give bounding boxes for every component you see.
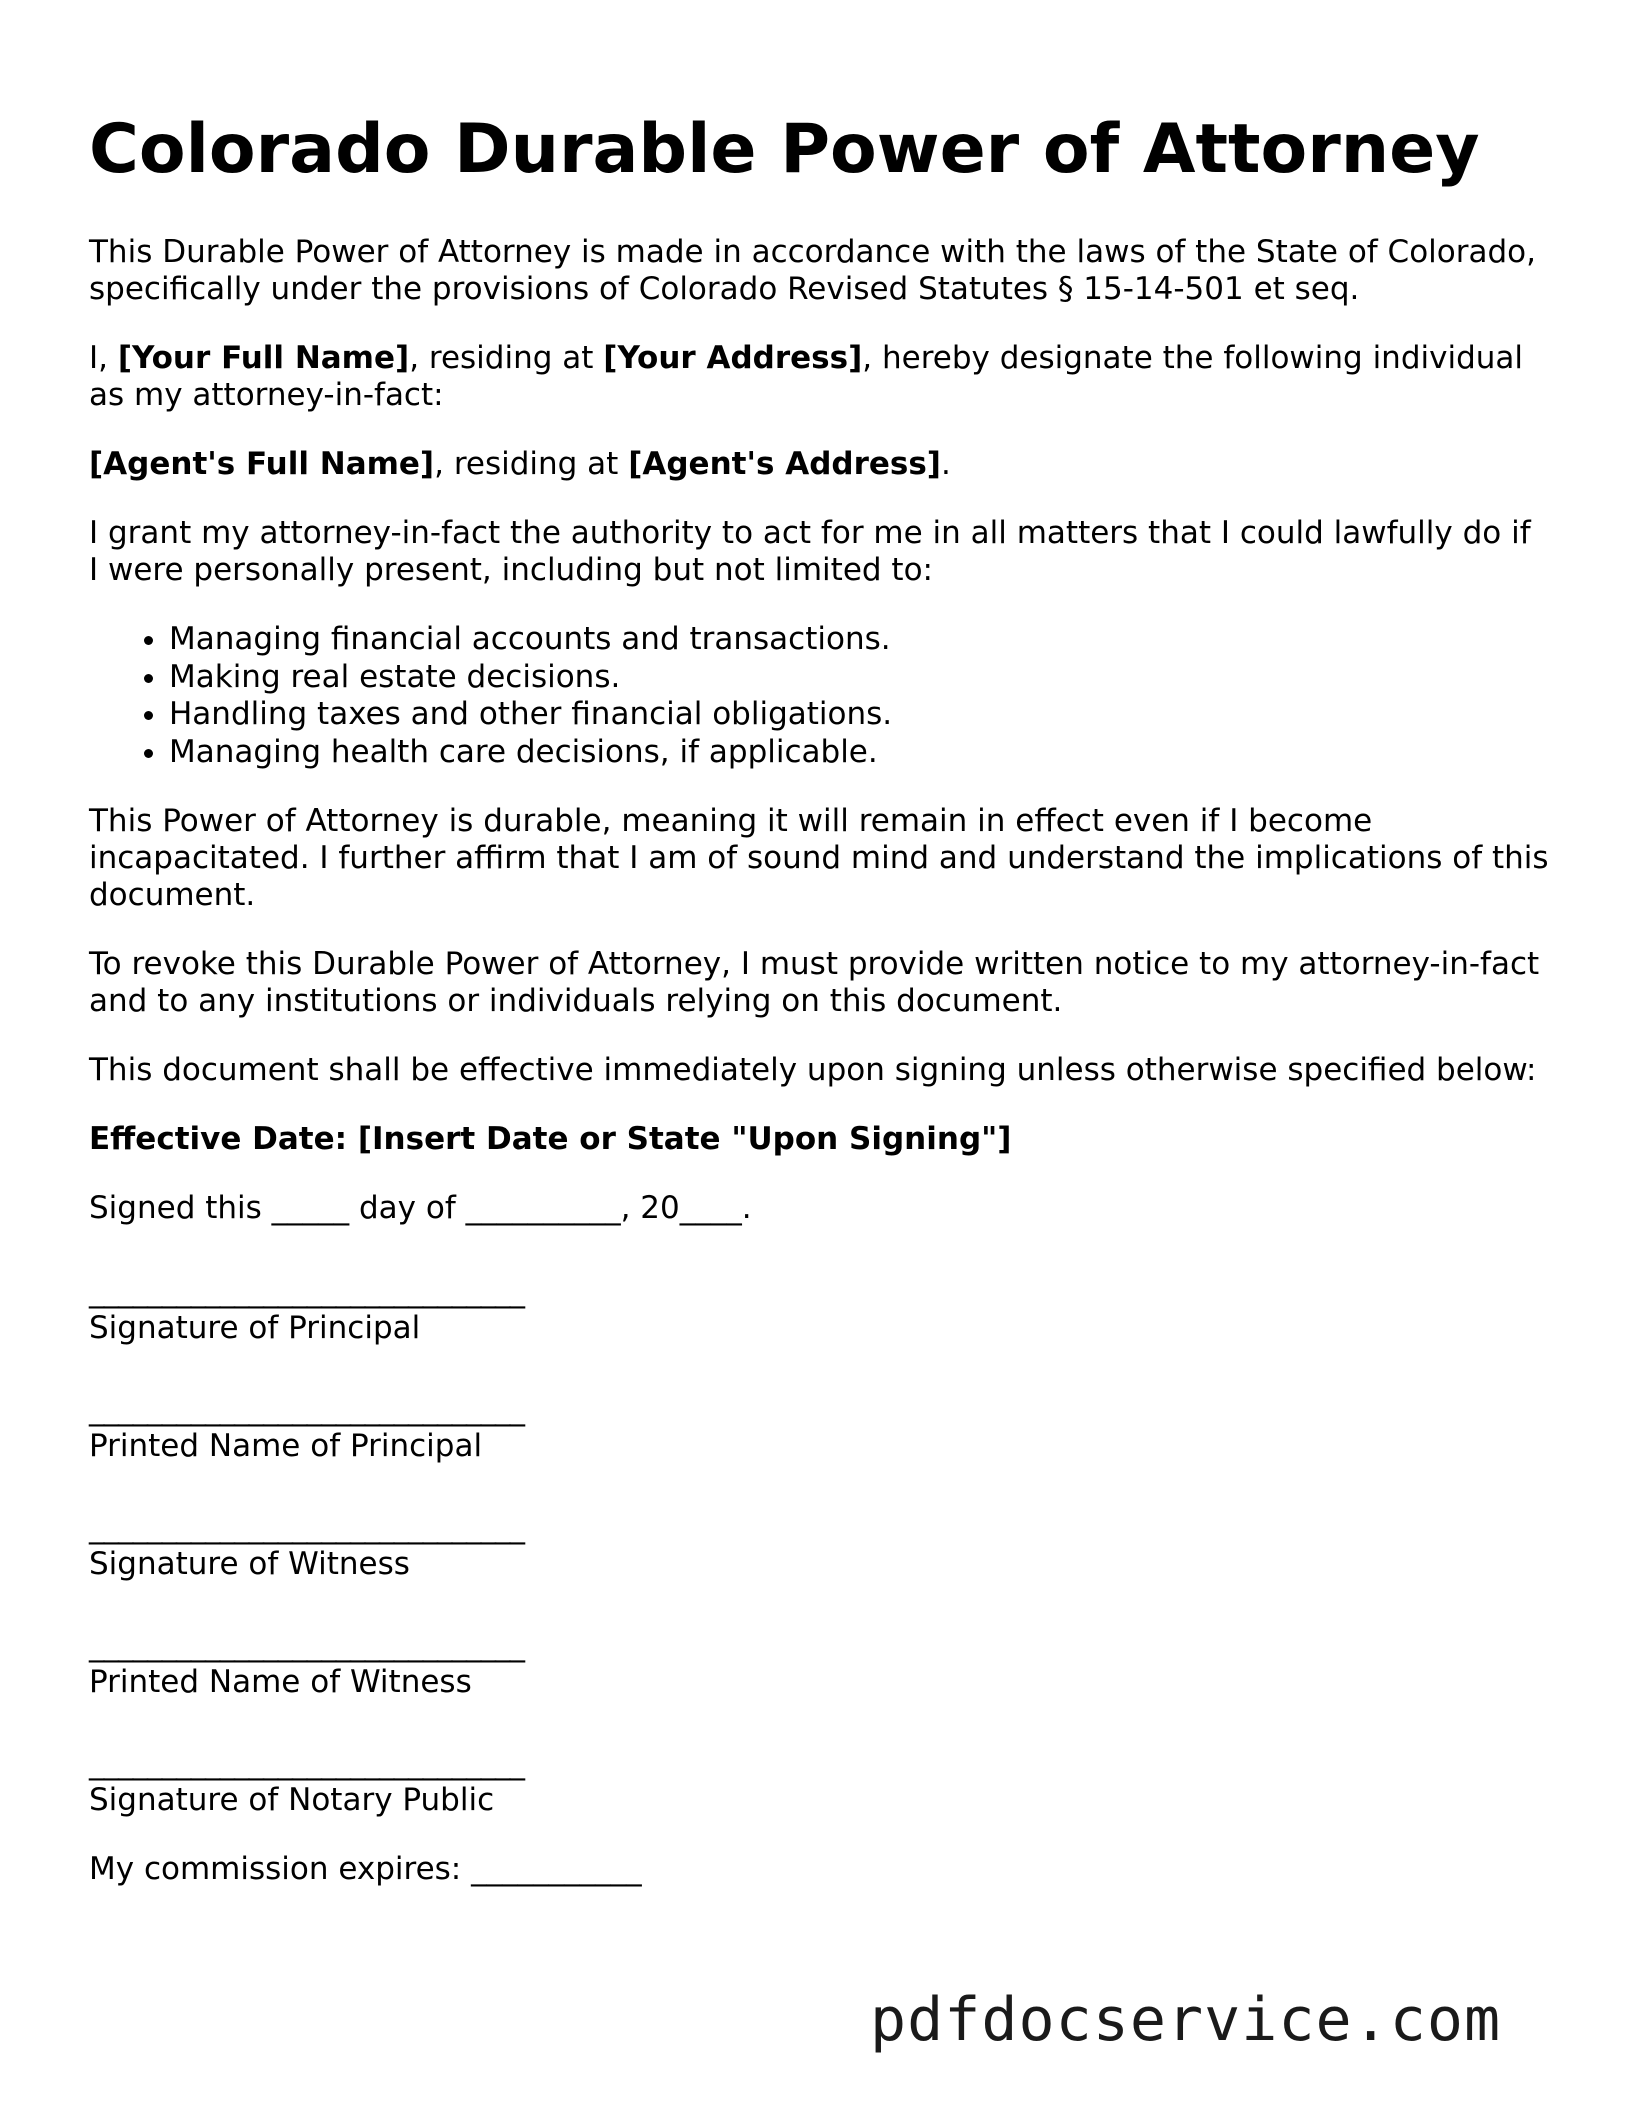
effective-date (89, 1121, 1549, 1158)
designation-prefix: I, (89, 340, 118, 376)
signature-label: Printed Name of Witness (89, 1664, 472, 1700)
signature-line: ______________________________ (89, 1509, 524, 1545)
signed-date-line: Signed this _____ day of __________, 20____. (89, 1190, 752, 1226)
intro-paragraph: This Durable Power of Attorney is made in accordance with the laws of the State of Colorado, specifically under the provisions of Colorado Revised Statutes § 15-14-501 et seq. (89, 234, 1536, 307)
authority-paragraph: I grant my attorney-in-fact the authority to act for me in all matters that I could lawfully do if I were personally present, including but not limited to: (89, 515, 1531, 588)
signature-line: ______________________________ (89, 1745, 524, 1781)
signature-line: ______________________________ (89, 1273, 524, 1309)
agent-address-placeholder: [Agent's Address] (628, 446, 941, 482)
agent-name-placeholder: [Agent's Full Name] (89, 446, 435, 482)
effective-date-text: Effective Date: [Insert Date or State "Upon Signing"] (89, 1121, 1012, 1157)
list-item: • Managing health care decisions, if applicable. (169, 734, 1549, 772)
signature-label: Signature of Notary Public (89, 1782, 495, 1818)
agent-mid: , residing at (434, 446, 629, 482)
principal-address-placeholder: [Your Address] (603, 340, 863, 376)
signature-block-principal-printed-name (89, 1391, 1549, 1465)
designation-suffix: , hereby designate the following individual as my attorney-in-fact: (89, 340, 1524, 413)
signature-block-witness-printed-name (89, 1627, 1549, 1701)
designation-mid: , residing at (409, 340, 604, 376)
powers-list (89, 621, 1549, 771)
signature-line: ______________________________ (89, 1627, 524, 1663)
signature-line: ______________________________ (89, 1391, 524, 1427)
signature-block-witness (89, 1509, 1549, 1583)
designation-paragraph (89, 340, 1549, 414)
commission-expiry: My commission expires: ___________ (89, 1851, 642, 1887)
signature-block-notary (89, 1745, 1549, 1819)
agent-suffix: . (940, 446, 951, 482)
signature-block-principal (89, 1273, 1549, 1347)
signature-label: Signature of Witness (89, 1546, 410, 1582)
effective-intro-paragraph: This document shall be effective immediately upon signing unless otherwise specified below: (89, 1052, 1537, 1088)
agent-paragraph (89, 446, 1549, 483)
document-page (89, 110, 1549, 1920)
watermark: pdfdocservice.com (870, 1985, 1502, 2055)
signature-label: Printed Name of Principal (89, 1428, 483, 1464)
document-title: Colorado Durable Power of Attorney (89, 110, 1480, 189)
list-item: • Making real estate decisions. (169, 659, 1549, 697)
list-item: • Managing financial accounts and transactions. (169, 621, 1549, 659)
principal-name-placeholder: [Your Full Name] (117, 340, 410, 376)
signature-label: Signature of Principal (89, 1310, 421, 1346)
revocation-paragraph: To revoke this Durable Power of Attorney, I must provide written notice to my attorney-in-fact and to any institutions or individuals relying on this document. (89, 946, 1540, 1019)
durability-paragraph: This Power of Attorney is durable, meaning it will remain in effect even if I become incapacitated. I further affirm that I am of sound mind and understand the implications of this document. (89, 803, 1549, 913)
list-item: • Handling taxes and other financial obligations. (169, 696, 1549, 734)
